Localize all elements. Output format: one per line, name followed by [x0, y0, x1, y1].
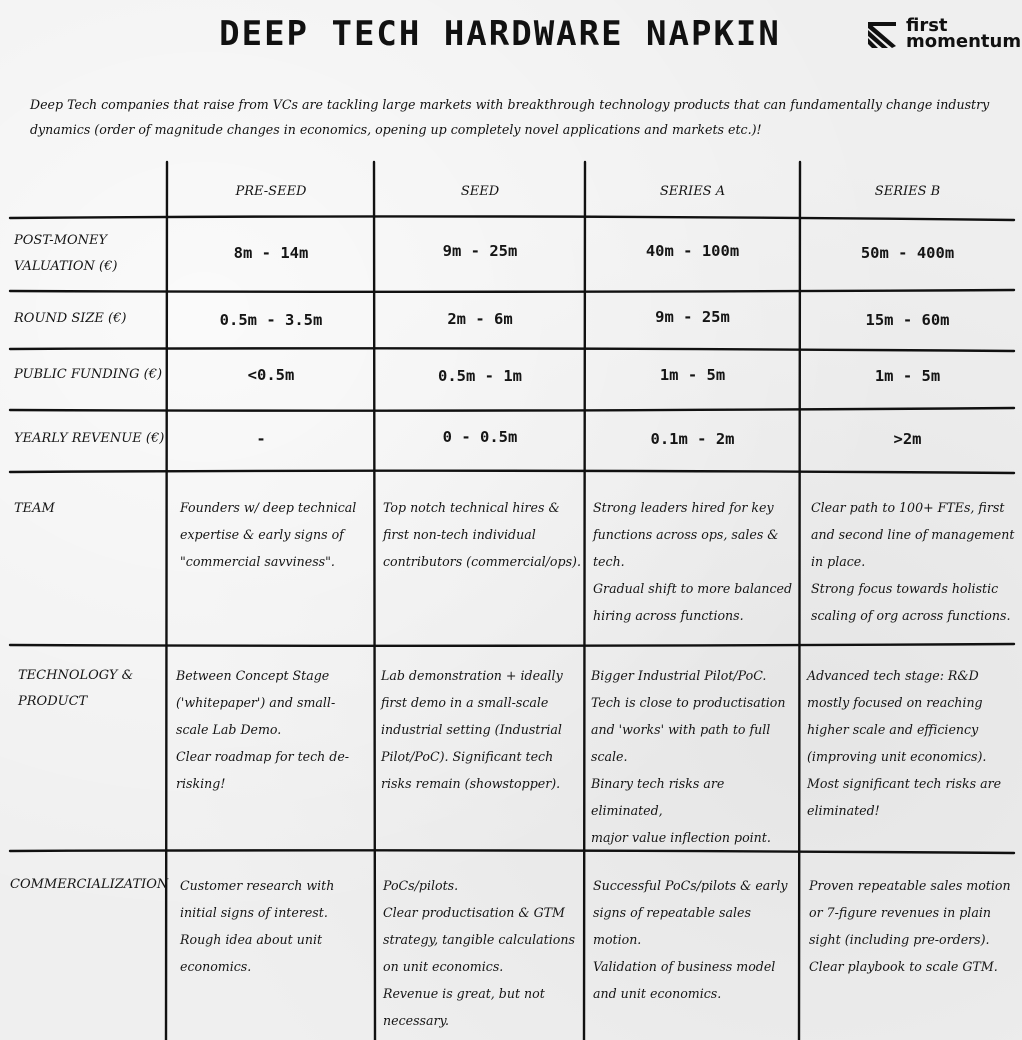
cell-round-size-series-a: 9m - 25m	[655, 308, 730, 326]
row-label-valuation: POST-MONEY VALUATION (€)	[14, 233, 118, 274]
cell-technology-series-a: Bigger Industrial Pilot/PoC. Tech is close to productisation and 'works' with path to full scale. Binary tech risks are eliminated, major value inflection point.	[591, 668, 786, 845]
grid-hline-6	[10, 644, 1014, 646]
cell-commercialization-series-b: Proven repeatable sales motion or 7-figure revenues in plain sight (including pre-orders). Clear playbook to scale GTM.	[809, 878, 1011, 974]
column-header-pre-seed: PRE-SEED	[235, 184, 307, 199]
cell-technology-pre-seed: Between Concept Stage ('whitepaper') and small- scale Lab Demo. Clear roadmap for tech de- risking!	[176, 668, 350, 791]
cell-commercialization-pre-seed: Customer research with initial signs of interest. Rough idea about unit economics.	[180, 878, 335, 974]
cell-valuation-pre-seed: 8m - 14m	[233, 244, 309, 262]
cell-round-size-seed: 2m - 6m	[447, 310, 513, 328]
page-title: DEEP TECH HARDWARE NAPKIN	[219, 14, 781, 54]
cell-technology-series-b: Advanced tech stage: R&D mostly focused on reaching higher scale and efficiency (improving unit economics). Most significant tech risks are eliminated!	[807, 668, 1002, 818]
row-label-round-size: ROUND SIZE (€)	[14, 311, 127, 326]
grid-hline-4	[10, 408, 1014, 411]
grid-hline-2	[10, 290, 1014, 292]
logo-line-2: momentum	[906, 31, 1022, 52]
logo-line-1: first	[906, 15, 948, 36]
cell-valuation-seed: 9m - 25m	[442, 242, 518, 260]
cell-team-pre-seed: Founders w/ deep technical expertise & early signs of "commercial savviness".	[180, 500, 357, 569]
cell-technology-seed: Lab demonstration + ideally first demo in a small-scale industrial setting (Industrial Pilot/PoC). Significant tech risks remain (showstopper).	[381, 668, 563, 791]
grid-hline-7	[10, 850, 1014, 853]
cell-commercialization-seed: PoCs/pilots. Clear productisation & GTM strategy, tangible calculations on unit economics. Revenue is great, but not necessary.	[383, 878, 575, 1028]
cell-revenue-series-b: >2m	[893, 430, 922, 448]
column-header-series-b: SERIES B	[874, 184, 941, 199]
row-label-team: TEAM	[14, 501, 55, 516]
cell-public-funding-pre-seed: <0.5m	[247, 366, 295, 384]
row-label-commercialization: COMMERCIALIZATION	[10, 877, 169, 892]
column-header-series-a: SERIES A	[659, 184, 726, 199]
cell-revenue-series-a: 0.1m - 2m	[650, 430, 735, 448]
row-label-yearly-revenue: YEARLY REVENUE (€)	[14, 431, 165, 446]
row-label-public-funding: PUBLIC FUNDING (€)	[14, 367, 163, 382]
grid-vline-1	[166, 162, 167, 1040]
cell-public-funding-seed: 0.5m - 1m	[438, 367, 522, 385]
cell-round-size-series-b: 15m - 60m	[865, 311, 950, 329]
cell-team-seed: Top notch technical hires & first non-tech individual contributors (commercial/ops).	[383, 500, 581, 569]
grid-hline-3	[10, 348, 1014, 351]
grid-vline-3	[584, 162, 585, 1040]
cell-revenue-pre-seed: -	[256, 430, 266, 448]
cell-team-series-a: Strong leaders hired for key functions across ops, sales & tech. Gradual shift to more balanced hiring across functions.	[593, 500, 793, 623]
cell-round-size-pre-seed: 0.5m - 3.5m	[219, 311, 323, 329]
cell-public-funding-series-a: 1m - 5m	[659, 366, 726, 384]
cell-public-funding-series-b: 1m - 5m	[874, 367, 941, 385]
cell-valuation-series-a: 40m - 100m	[645, 242, 740, 260]
cell-team-series-b: Clear path to 100+ FTEs, first and second line of management in place. Strong focus towards holistic scaling of org across functions.	[811, 500, 1015, 623]
grid-vline-2	[374, 162, 375, 1040]
grid-vline-4	[799, 162, 800, 1040]
cell-revenue-seed: 0 - 0.5m	[442, 428, 518, 446]
intro-text: Deep Tech companies that raise from VCs are tackling large markets with breakthrough technology products that can fundamentally change industry dynamics (order of magnitude changes in economics, opening up completely novel applications and markets etc.)!	[30, 97, 990, 137]
grid-hline-5	[10, 471, 1014, 473]
cell-valuation-series-b: 50m - 400m	[860, 244, 955, 262]
column-header-seed: SEED	[460, 184, 500, 199]
row-label-technology-product: TECHNOLOGY & PRODUCT	[18, 668, 134, 709]
cell-commercialization-series-a: Successful PoCs/pilots & early signs of repeatable sales motion. Validation of business model and unit economics.	[593, 878, 788, 1001]
grid-hline-1	[10, 216, 1014, 220]
